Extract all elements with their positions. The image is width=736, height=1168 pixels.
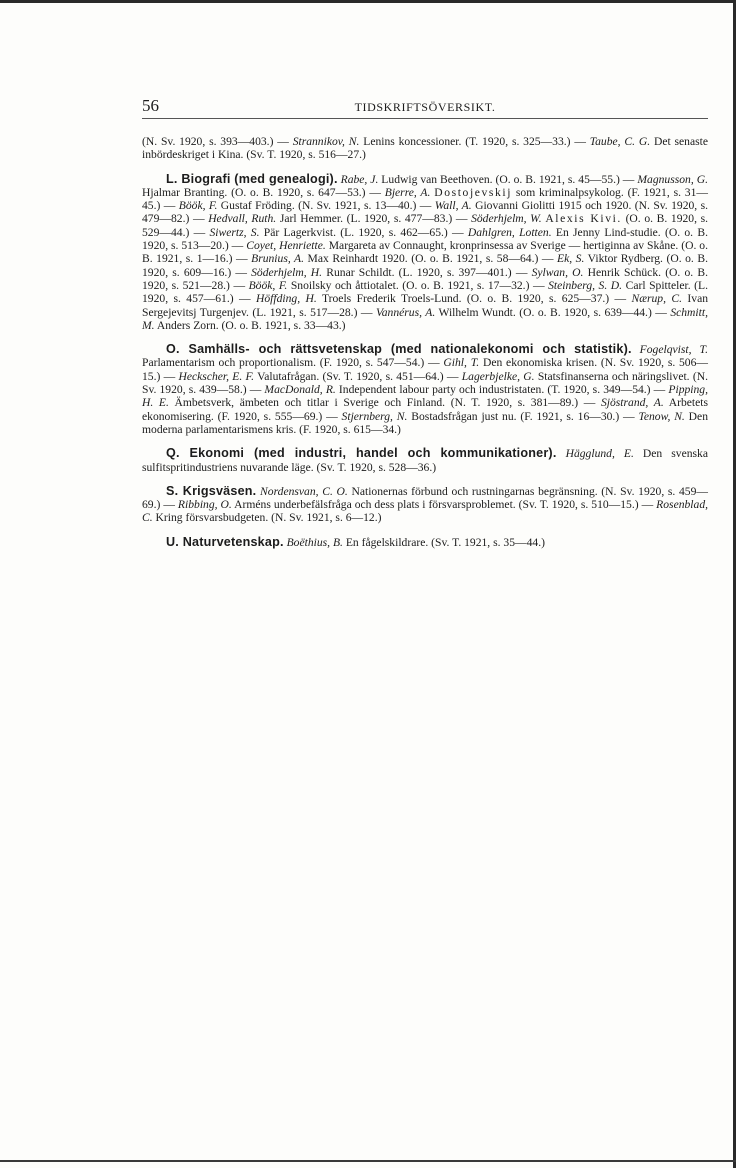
section-heading: L. Biografi (med genealogi). <box>166 171 338 186</box>
bottom-border-line <box>0 1160 736 1162</box>
entry-text: Det senaste inbördeskriget i Kina. (Sv. T. 1920, s. 516—27.) <box>142 135 708 162</box>
entry-text: Independent labour party och industristaten. (T. 1920, s. 349—54.) — <box>335 383 669 397</box>
entry-text: Henrik Schück. (O. o. B. 1920, s. 521—28.) — <box>142 265 708 292</box>
entry-text: Valutafrågan. (Sv. T. 1920, s. 451—64.) — <box>254 369 462 383</box>
entry-text: Pär Lagerkvist. (L. 1920, s. 462—65.) — <box>259 225 468 239</box>
entry-text: Giovanni Giolitti 1915 och 1920. (N. Sv. 1920, s. 479—82.) — <box>142 199 709 226</box>
entry-text: Lenins koncessioner. (T. 1920, s. 325—33.) — <box>359 135 590 148</box>
section-heading: U. Naturvetenskap. <box>166 534 284 549</box>
entry-text: Viktor Rydberg. (O. o. B. 1920, s. 609—16.) — <box>142 252 708 279</box>
author-name: Söderhjelm, H. <box>251 265 323 279</box>
entry-text: Bostadsfrågan just nu. (F. 1921, s. 16—30.) — <box>407 409 639 423</box>
entry-text: Margareta av Connaught, kronprinsessa av Sverige — hertiginna av Skåne. (O. o. B. 1921, s. 1—16.) — <box>142 239 708 266</box>
section-heading: Q. Ekonomi (med industri, handel och kommunikationer). <box>166 446 557 461</box>
author-name: Schmitt, M. <box>142 305 708 332</box>
author-name: Vannérus, A. <box>375 305 436 319</box>
author-name: Heckscher, E. F. <box>178 369 255 383</box>
author-name: Pipping, H. E. <box>142 383 709 410</box>
entry-text: Den svenska sulfitspritindustriens nuvarande läge. (Sv. T. 1920, s. 528—36.) <box>142 447 708 474</box>
author-name: Rosenblad, C. <box>142 498 709 525</box>
author-name: Böök, F. <box>178 199 218 213</box>
author-name: Sylwan, O. <box>531 265 584 279</box>
author-name: Böök, F. <box>248 278 288 292</box>
section-heading: S. Krigsväsen. <box>166 483 257 498</box>
author-name: Ek, S. <box>557 252 585 266</box>
author-name: Siwertz, S. <box>209 225 260 239</box>
entry-text: Carl Spitteler. (L. 1920, s. 457—61.) — <box>142 278 709 306</box>
author-name: MacDonald, R. <box>264 383 336 397</box>
entry-text: Hjalmar Branting. (O. o. B. 1920, s. 647—53.) — <box>142 185 385 199</box>
author-name: Coyet, Henriette. <box>246 239 326 253</box>
author-name: Dahlgren, Lotten. <box>467 225 552 239</box>
author-name: Stjernberg, N. <box>341 409 408 423</box>
entry-text: Anders Zorn. (O. o. B. 1921, s. 33—43.) <box>154 318 346 332</box>
entry-text: Troels Frederik Troels-Lund. (O. o. B. 1920, s. 625—37.) — <box>316 292 632 306</box>
entry-text: Arméns underbefälsfråga och dess plats i försvarsproblemet. (Sv. T. 1920, s. 510—15.) — <box>231 498 657 512</box>
author-name: Hägglund, E. <box>565 447 634 461</box>
entry-text: Parlamentarism och proportionalism. (F. 1920, s. 547—54.) — <box>142 356 444 370</box>
author-name: Strannikov, N. <box>292 135 360 148</box>
running-head <box>142 96 708 119</box>
entry-text: som kriminalpsykolog. (F. 1921, s. 31—45.) — <box>142 185 708 213</box>
page-number: 56 <box>142 96 159 115</box>
author-name: Nærup, C. <box>631 292 683 306</box>
author-name: Söderhjelm, W. <box>471 212 542 226</box>
author-name: Gihl, T. <box>443 356 480 370</box>
journal-page <box>142 96 708 549</box>
author-name: Nordensvan, C. O. <box>260 484 348 498</box>
author-name: Rabe, J. <box>340 172 379 186</box>
continuation-paragraph <box>142 135 708 162</box>
author-name: Ribbing, O. <box>177 498 232 512</box>
section-heading: O. Samhälls- och rättsvetenskap (med nationalekonomi och statistik). <box>166 342 632 357</box>
entry-text: Jarl Hemmer. (L. 1920, s. 477—83.) — <box>276 212 472 226</box>
author-name: Lagerbjelke, G. <box>461 369 535 383</box>
section-samhalls-och-rattsvetenskap <box>142 343 708 436</box>
entry-text: Max Reinhardt 1920. (O. o. B. 1921, s. 58—64.) — <box>304 252 557 266</box>
author-name: Fogelqvist, T. <box>639 343 708 357</box>
journal-title: TIDSKRIFTSÖVERSIKT. <box>354 100 496 114</box>
section-ekonomi <box>142 447 708 474</box>
entry-text: Runar Schildt. (L. 1920, s. 397—401.) — <box>322 265 532 279</box>
entry-text: Den moderna parlamentarismens kris. (F. 1920, s. 615—34.) <box>142 409 708 436</box>
spaced-title: Dostojevskij <box>434 185 513 199</box>
author-name: Taube, C. G. <box>589 135 651 148</box>
author-name: Magnusson, G. <box>637 172 708 186</box>
section-krigsvasen <box>142 485 708 525</box>
entry-text: (O. o. B. 1920, s. 529—44.) — <box>142 212 709 239</box>
section-naturvetenskap <box>142 536 708 549</box>
author-name: Brunius, A. <box>251 252 305 266</box>
entry-text: Ämbetsverk, ämbeten och titlar i Sverige och Finland. (N. T. 1920, s. 381—89.) — <box>168 396 601 410</box>
author-name: Bjerre, A. <box>384 185 431 199</box>
entry-text: (N. Sv. 1920, s. 393—403.) — <box>142 135 293 148</box>
entry-text: Den ekonomiska krisen. (N. Sv. 1920, s. 506—15.) — <box>142 356 708 383</box>
section-biografi <box>142 173 708 333</box>
entry-text: Gustaf Fröding. (N. Sv. 1921, s. 13—40.) — <box>217 199 435 213</box>
entry-text: Ivan Sergejevitsj Turgenjev. (L. 1921, s. 517—28.) — <box>142 292 709 319</box>
entry-text: Ludwig van Beethoven. (O. o. B. 1921, s. 45—55.) — <box>378 172 638 186</box>
entry-text: Arbetets ekonomisering. (F. 1920, s. 555—69.) — <box>142 396 708 423</box>
entry-text: Nationernas förbund och rustningarnas begränsning. (N. Sv. 1920, s. 459—69.) — <box>142 484 708 512</box>
author-name: Sjöstrand, A. <box>600 396 664 410</box>
author-name: Wall, A. <box>434 199 472 213</box>
bibliography-entries <box>142 135 708 549</box>
author-name: Hedvall, Ruth. <box>208 212 277 226</box>
top-border-line <box>0 0 736 3</box>
author-name: Tenow, N. <box>638 409 685 423</box>
entry-text: En fågelskildrare. (Sv. T. 1921, s. 35—44.) <box>342 535 545 549</box>
author-name: Steinberg, S. D. <box>548 278 623 292</box>
entry-text: Snoilsky och åttiotalet. (O. o. B. 1921, s. 17—32.) — <box>287 278 549 292</box>
entry-text: Statsfinanserna och näringslivet. (N. Sv. 1920, s. 439—58.) — <box>142 369 708 397</box>
author-name: Boëthius, B. <box>286 535 343 549</box>
entry-text: En Jenny Lind-studie. (O. o. B. 1920, s. 513—20.) — <box>142 225 708 253</box>
spaced-title: Alexis Kivi. <box>545 212 622 226</box>
entry-text: Wilhelm Wundt. (O. o. B. 1920, s. 639—44.) — <box>435 305 671 319</box>
author-name: Höffding, H. <box>256 292 317 306</box>
entry-text: Kring försvarsbudgeten. (N. Sv. 1921, s. 6—12.) <box>152 511 382 525</box>
